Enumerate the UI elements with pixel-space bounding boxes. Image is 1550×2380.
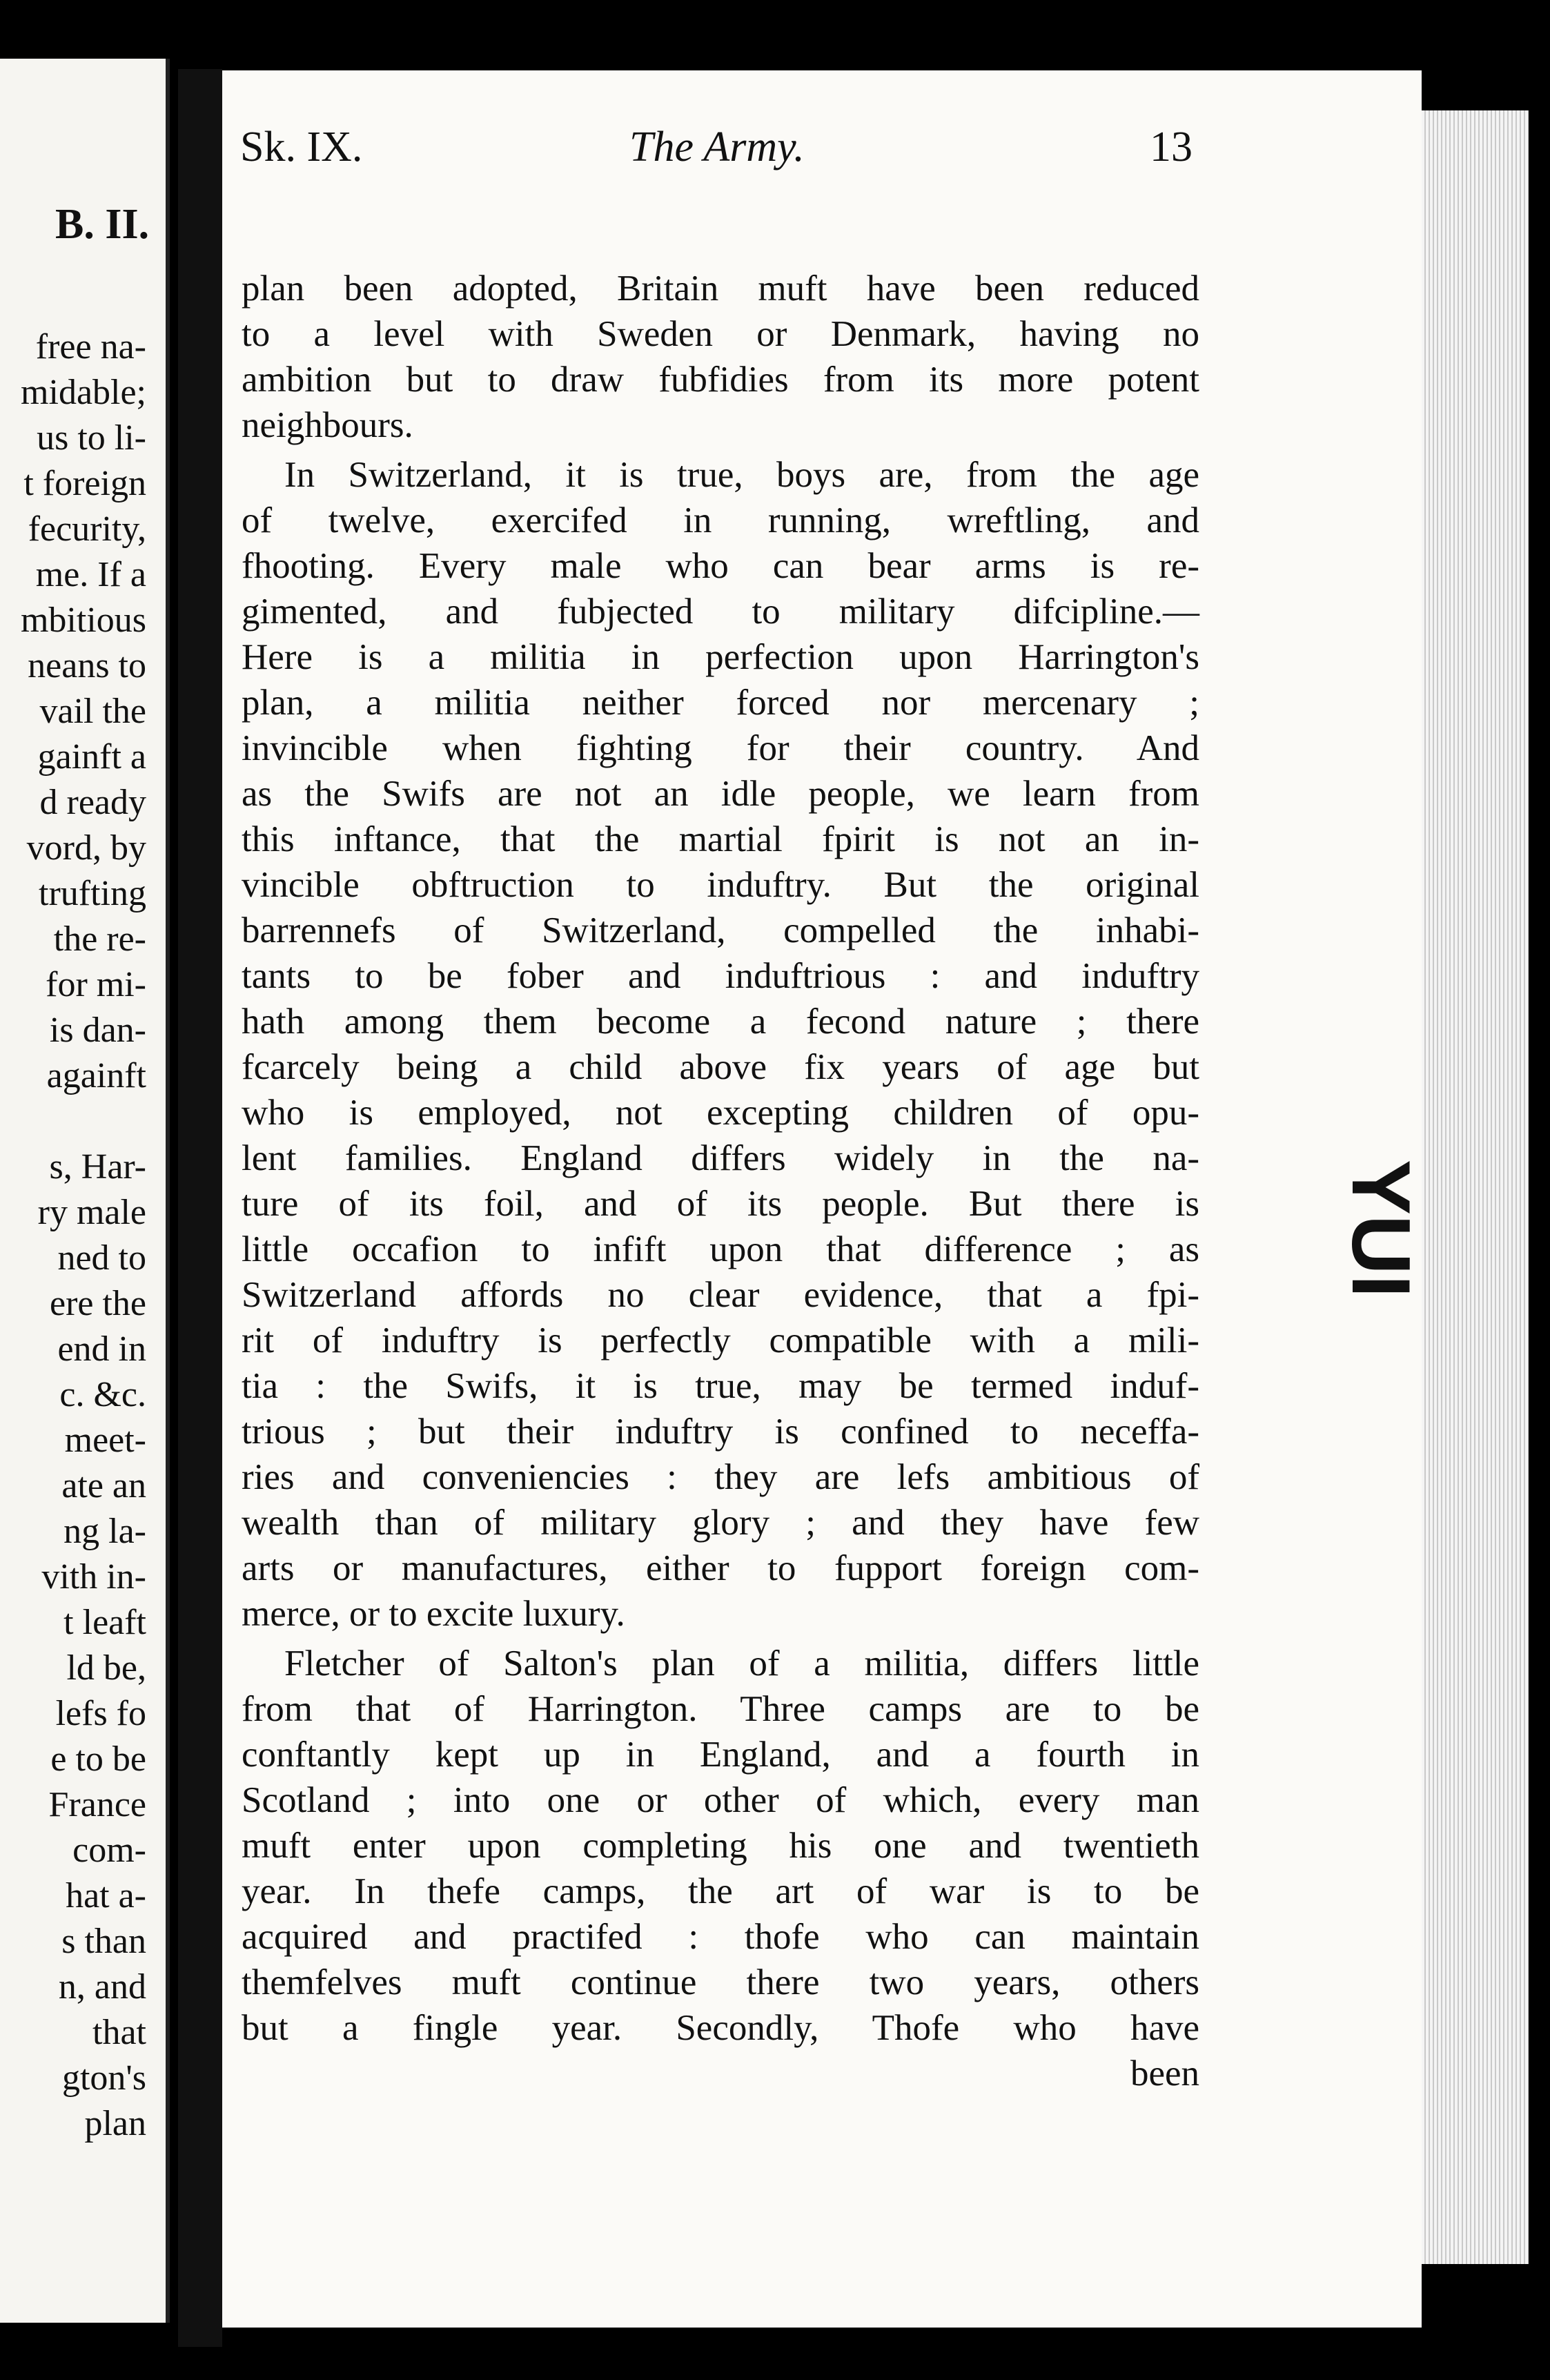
facing-page-line: s than: [61, 1922, 146, 1961]
text-line: wealth than of military glory ; and they have few: [242, 1503, 1199, 1543]
text-line: fcarcely being a child above fix years of age but: [242, 1047, 1199, 1087]
text-line: Fletcher of Salton's plan of a militia, differs little: [284, 1643, 1199, 1684]
facing-page-line: com-: [72, 1831, 146, 1870]
facing-page-line: n, and: [58, 1967, 146, 2007]
facing-page-line: the re-: [53, 919, 146, 959]
facing-page-text: [21, 324, 146, 2147]
text-line: lent families. England differs widely in the na-: [242, 1138, 1199, 1178]
facing-page-line: ry male: [37, 1193, 146, 1232]
text-line: vincible obftruction to induftry. But the original: [242, 865, 1199, 905]
text-line: Switzerland affords no clear evidence, that a fpi-: [242, 1275, 1199, 1315]
facing-page-line: ate an: [61, 1466, 146, 1505]
text-line: conftantly kept up in England, and a fourth in: [242, 1735, 1199, 1775]
text-line: as the Swifs are not an idle people, we learn from: [242, 774, 1199, 814]
catchword: been: [1130, 2054, 1199, 2094]
facing-page-line: ng la-: [63, 1512, 146, 1551]
facing-page-line: vith in-: [41, 1557, 146, 1597]
facing-page-line: trufting: [39, 874, 146, 913]
facing-page-line: that: [92, 2013, 146, 2052]
facing-running-head: B. II.: [55, 201, 150, 248]
text-line: themfelves muft continue there two years, others: [242, 1962, 1199, 2002]
facing-page-line: mbitious: [20, 601, 146, 640]
text-line: acquired and practifed : thofe who can maintain: [242, 1917, 1199, 1957]
facing-page-line: France: [48, 1785, 146, 1824]
text-line: tants to be fober and induftrious : and induftry: [242, 956, 1199, 996]
text-line: barrennefs of Switzerland, compelled the inhabi-: [242, 910, 1199, 950]
paragraph: [242, 266, 1199, 448]
text-line: arts or manufactures, either to fupport foreign com-: [242, 1548, 1199, 1588]
facing-page-line: c. &c.: [59, 1375, 146, 1414]
facing-page-line: plan: [84, 2104, 146, 2143]
fore-edge-mark: YUI: [1335, 1160, 1427, 1298]
facing-page-line: end in: [57, 1329, 146, 1369]
facing-page-line: ere the: [49, 1284, 146, 1323]
facing-page-line: gainft a: [37, 737, 146, 777]
text-line: hath among them become a fecond nature ; there: [242, 1002, 1199, 1042]
text-line: ture of its foil, and of its people. But there is: [242, 1184, 1199, 1224]
facing-page-line: vail the: [39, 692, 146, 731]
facing-page-line: hat a-: [66, 1876, 146, 1915]
text-line: plan, a militia neither forced nor mercenary ;: [242, 683, 1199, 723]
facing-page-line: vord, by: [26, 828, 146, 868]
facing-page-line: [21, 1099, 146, 1144]
facing-page-line: fecurity,: [28, 509, 146, 549]
text-line: rit of induftry is perfectly compatible with a mili-: [242, 1320, 1199, 1360]
facing-page: [0, 59, 170, 2323]
facing-page-line: s, Har-: [49, 1147, 146, 1187]
running-title: The Army.: [629, 124, 805, 170]
book-gutter: [178, 69, 222, 2347]
text-line: ries and conveniencies : they are lefs ambitious of: [242, 1457, 1199, 1497]
text-line: of twelve, exercifed in running, wreftling, and: [242, 500, 1199, 540]
text-line: gimented, and fubjected to military difcipline.—: [242, 592, 1199, 632]
text-line: merce, or to excite luxury.: [242, 1594, 625, 1634]
facing-page-line: d ready: [39, 783, 146, 822]
text-line: Here is a militia in perfection upon Harrington's: [242, 637, 1199, 677]
facing-page-line: meet-: [64, 1421, 146, 1460]
text-line: plan been adopted, Britain muft have been reduced: [242, 269, 1199, 309]
text-line: to a level with Sweden or Denmark, having no: [242, 314, 1199, 354]
facing-page-line: ld be,: [66, 1648, 146, 1688]
facing-page-line: midable;: [21, 373, 146, 412]
paragraph: [242, 452, 1199, 1637]
text-line: neighbours.: [242, 405, 413, 445]
facing-page-line: us to li-: [37, 418, 146, 458]
text-line: who is employed, not excepting children of opu-: [242, 1093, 1199, 1133]
facing-page-line: ned to: [57, 1238, 146, 1278]
facing-page-line: neans to: [28, 646, 146, 685]
facing-page-line: e to be: [50, 1739, 146, 1779]
paragraph: [242, 1641, 1199, 2051]
facing-page-line: t foreign: [23, 464, 146, 503]
facing-page-line: is dan-: [49, 1011, 146, 1050]
facing-page-line: for mi-: [46, 965, 146, 1004]
text-line: trious ; but their induftry is confined to neceffa-: [242, 1412, 1199, 1452]
text-line: this inftance, that the martial fpirit is not an in-: [242, 819, 1199, 859]
text-line: In Switzerland, it is true, boys are, from the age: [284, 455, 1199, 495]
text-line: ambition but to draw fubfidies from its more potent: [242, 360, 1199, 400]
body-text: [242, 266, 1199, 2096]
facing-page-line: lefs fo: [55, 1694, 146, 1733]
facing-page-line: me. If a: [35, 555, 146, 594]
text-line: but a fingle year. Secondly, Thofe who have: [242, 2008, 1199, 2048]
text-line: fhooting. Every male who can bear arms is re-: [242, 546, 1199, 586]
page-number: 13: [1150, 124, 1193, 170]
facing-page-line: againft: [46, 1056, 146, 1095]
text-line: muft enter upon completing his one and twentieth: [242, 1826, 1199, 1866]
page-fore-edge: [1422, 110, 1529, 2264]
facing-page-line: gton's: [61, 2058, 146, 2098]
text-line: Scotland ; into one or other of which, every man: [242, 1780, 1199, 1820]
text-line: tia : the Swifs, it is true, may be termed induf-: [242, 1366, 1199, 1406]
facing-page-line: free na-: [35, 327, 146, 367]
text-line: from that of Harrington. Three camps are to be: [242, 1689, 1199, 1729]
section-label: Sk. IX.: [240, 124, 363, 170]
facing-page-line: t leaft: [63, 1603, 146, 1642]
text-line: year. In thefe camps, the art of war is to be: [242, 1871, 1199, 1911]
text-line: invincible when fighting for their country. And: [242, 728, 1199, 768]
text-line: little occafion to infift upon that difference ; as: [242, 1229, 1199, 1269]
